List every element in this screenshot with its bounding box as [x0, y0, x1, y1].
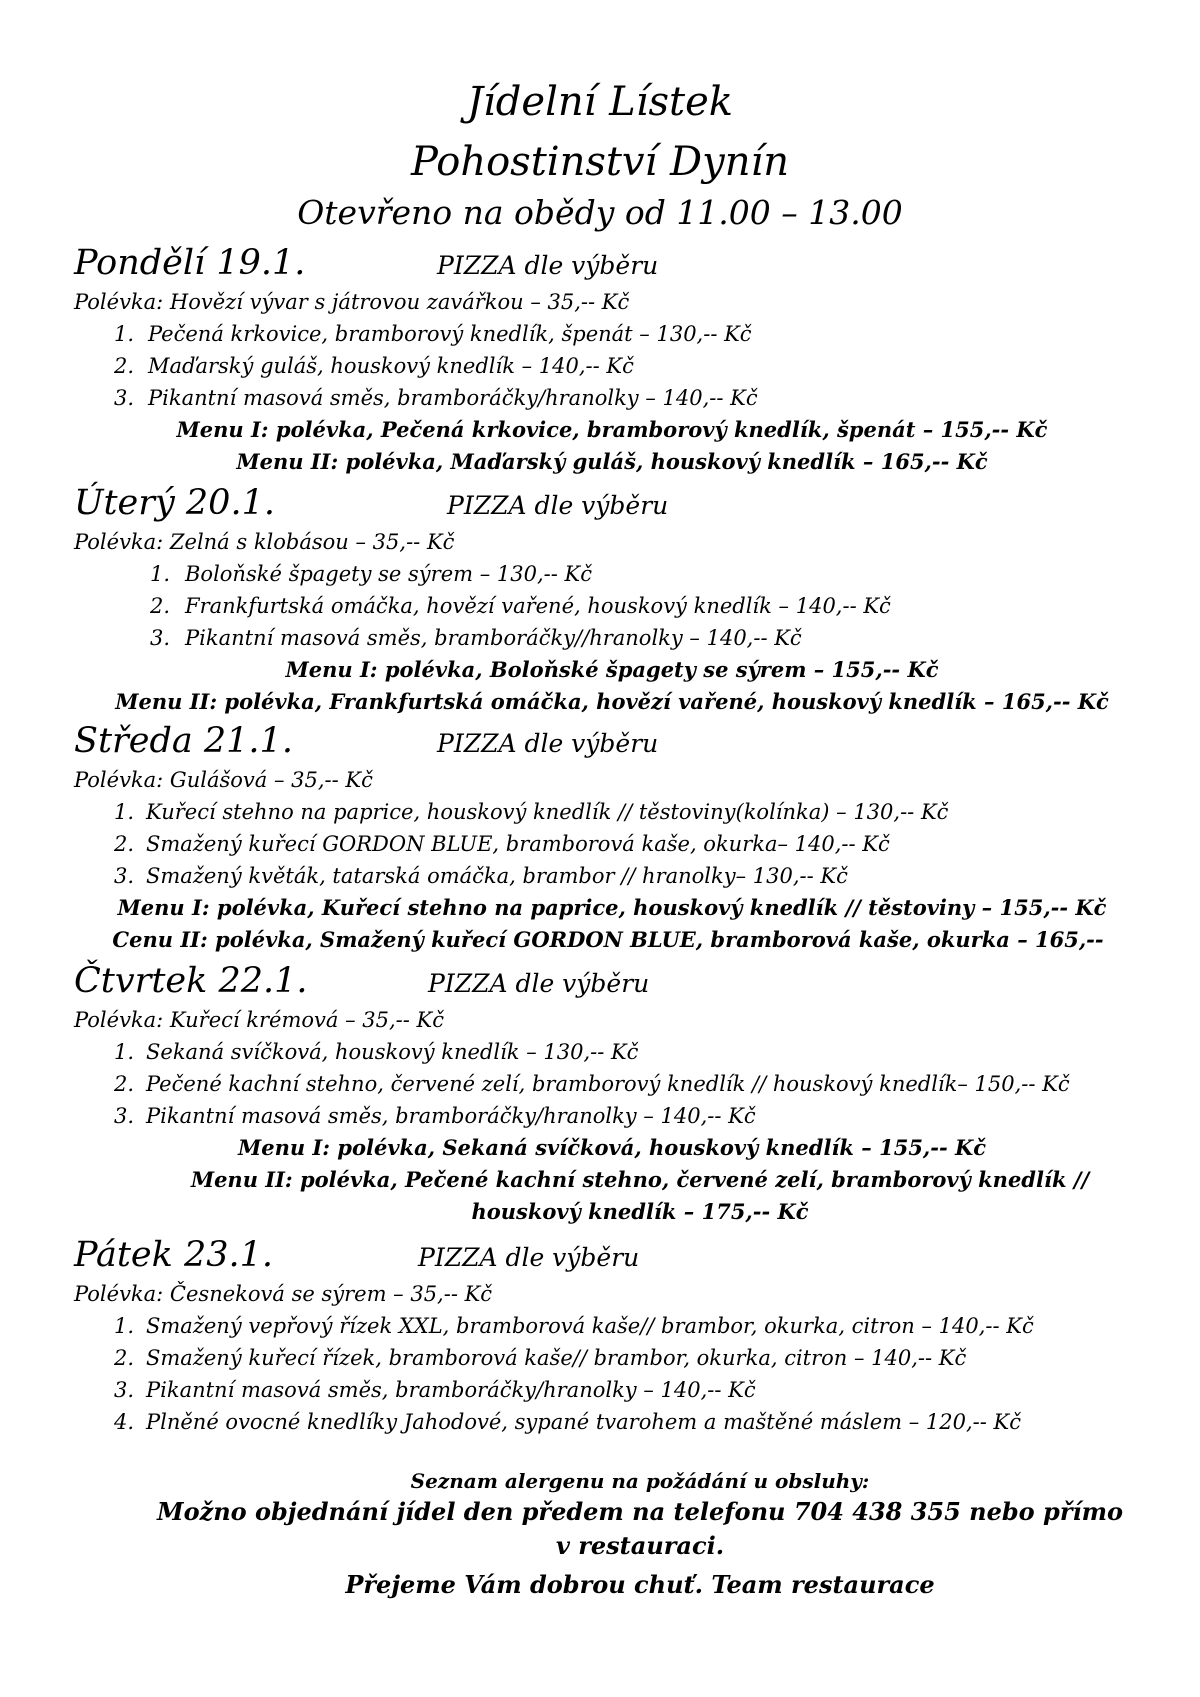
menu-combo: Menu II: polévka, Pečené kachní stehno, červené zelí, bramborový knedlík // houskový knedlík – 175,-- Kč [190, 1167, 1090, 1224]
dish-number: 3. [114, 1104, 135, 1128]
dish-number: 3. [114, 386, 135, 410]
dish-text: Boloňské špagety se sýrem – 130,-- Kč [185, 562, 592, 586]
day-section-wednesday [0, 718, 1200, 956]
soup-line: Polévka: Kuřecí krémová – 35,-- Kč [74, 1008, 444, 1032]
dish-number: 3. [114, 864, 135, 888]
day-name: Pondělí 19.1. [74, 243, 306, 283]
dish-number: 2. [114, 1072, 135, 1096]
dish-item [0, 1068, 1200, 1100]
dish-item [0, 382, 1200, 414]
dish-text: Pikantní masová směs, bramboráčky//hranolky – 140,-- Kč [185, 626, 802, 650]
dish-item [0, 860, 1200, 892]
pizza-note: PIZZA dle výběru [447, 491, 669, 520]
dish-number: 2. [114, 1346, 135, 1370]
page-title: Jídelní Lístek [466, 79, 734, 125]
menu-combo: Menu II: polévka, Frankfurtská omáčka, hovězí vařené, houskový knedlík – 165,-- Kč [115, 689, 1109, 714]
soup-line: Polévka: Česneková se sýrem – 35,-- Kč [74, 1282, 493, 1306]
menu-combo: Menu I: polévka, Boloňské špagety se sýrem – 155,-- Kč [285, 657, 939, 682]
dish-text: Smažený kuřecí GORDON BLUE, bramborová kaše, okurka– 140,-- Kč [146, 832, 890, 856]
dish-number: 1. [114, 1040, 135, 1064]
dish-list [0, 318, 1200, 414]
day-section-friday [0, 1232, 1200, 1438]
dish-number: 2. [150, 594, 171, 618]
dish-number: 1. [114, 322, 135, 346]
dish-item [0, 622, 1200, 654]
dish-text: Kuřecí stehno na paprice, houskový knedlík // těstoviny(kolínka) – 130,-- Kč [146, 800, 949, 824]
soup-line: Polévka: Zelná s klobásou – 35,-- Kč [74, 530, 455, 554]
opening-hours: Otevřeno na obědy od 11.00 – 13.00 [297, 193, 903, 232]
dish-item [0, 796, 1200, 828]
dish-text: Maďarský guláš, houskový knedlík – 140,-- Kč [148, 354, 634, 378]
dish-text: Smažený vepřový řízek XXL, bramborová kaše// brambor, okurka, citron – 140,-- Kč [146, 1314, 1034, 1338]
dish-number: 3. [114, 1378, 135, 1402]
dish-number: 1. [114, 800, 135, 824]
pizza-note: PIZZA dle výběru [428, 969, 650, 998]
day-name: Čtvrtek 22.1. [74, 961, 308, 1001]
day-name: Středa 21.1. [74, 721, 293, 761]
dish-item [0, 350, 1200, 382]
dish-number: 1. [150, 562, 171, 586]
dish-text: Plněné ovocné knedlíky Jahodové, sypané tvarohem a maštěné máslem – 120,-- Kč [146, 1410, 1021, 1434]
day-name: Pátek 23.1. [74, 1235, 274, 1275]
day-section-thursday [0, 958, 1200, 1228]
dish-text: Pikantní masová směs, bramboráčky/hranolky – 140,-- Kč [148, 386, 758, 410]
dish-item [0, 590, 1200, 622]
menu-combo: Menu I: polévka, Pečená krkovice, bramborový knedlík, špenát – 155,-- Kč [176, 417, 1048, 442]
dish-item [0, 1036, 1200, 1068]
dish-list [0, 558, 1200, 654]
menu-combo: Menu I: polévka, Kuřecí stehno na paprice, houskový knedlík // těstoviny – 155,-- Kč [117, 895, 1107, 920]
dish-number: 2. [114, 354, 135, 378]
dish-item [0, 1374, 1200, 1406]
dish-text: Smažený kuřecí řízek, bramborová kaše// brambor, okurka, citron – 140,-- Kč [146, 1346, 967, 1370]
pizza-note: PIZZA dle výběru [418, 1243, 640, 1272]
menu-combo: Menu I: polévka, Sekaná svíčková, houskový knedlík – 155,-- Kč [237, 1135, 987, 1160]
dish-item [0, 1406, 1200, 1438]
allergen-note: Seznam alergenu na požádání u obsluhy: [410, 1469, 870, 1493]
dish-text: Pečené kachní stehno, červené zelí, bramborový knedlík // houskový knedlík– 150,-- Kč [146, 1072, 1070, 1096]
dish-item [0, 1100, 1200, 1132]
dish-list [0, 796, 1200, 892]
dish-number: 4. [114, 1410, 135, 1434]
dish-item [0, 1310, 1200, 1342]
order-note: Možno objednání jídel den předem na telefonu 704 438 355 nebo přímo v restauraci. [157, 1497, 1123, 1560]
pizza-note: PIZZA dle výběru [437, 729, 659, 758]
dish-list [0, 1310, 1200, 1438]
dish-item [0, 318, 1200, 350]
dish-number: 1. [114, 1314, 135, 1338]
soup-line: Polévka: Hovězí vývar s játrovou zavářkou – 35,-- Kč [74, 290, 630, 314]
dish-text: Sekaná svíčková, houskový knedlík – 130,-- Kč [146, 1040, 639, 1064]
dish-text: Pikantní masová směs, bramboráčky/hranolky – 140,-- Kč [146, 1104, 756, 1128]
dish-number: 2. [114, 832, 135, 856]
dish-text: Smažený květák, tatarská omáčka, brambor // hranolky– 130,-- Kč [146, 864, 848, 888]
day-name: Úterý 20.1. [74, 483, 275, 523]
day-section-tuesday [0, 480, 1200, 718]
soup-line: Polévka: Gulášová – 35,-- Kč [74, 768, 373, 792]
restaurant-name: Pohostinství Dynín [410, 139, 790, 185]
pizza-note: PIZZA dle výběru [437, 251, 659, 280]
closing-wish: Přejeme Vám dobrou chuť. Team restaurace [345, 1570, 935, 1599]
dish-item [0, 1342, 1200, 1374]
dish-text: Frankfurtská omáčka, hovězí vařené, houskový knedlík – 140,-- Kč [185, 594, 891, 618]
dish-text: Pečená krkovice, bramborový knedlík, špenát – 130,-- Kč [148, 322, 752, 346]
menu-combo: Cenu II: polévka, Smažený kuřecí GORDON BLUE, bramborová kaše, okurka – 165,-- [112, 927, 1104, 952]
day-section-monday [0, 240, 1200, 478]
dish-item [0, 828, 1200, 860]
dish-item [0, 558, 1200, 590]
dish-number: 3. [150, 626, 171, 650]
dish-list [0, 1036, 1200, 1132]
dish-text: Pikantní masová směs, bramboráčky/hranolky – 140,-- Kč [146, 1378, 756, 1402]
menu-combo: Menu II: polévka, Maďarský guláš, houskový knedlík – 165,-- Kč [236, 449, 988, 474]
